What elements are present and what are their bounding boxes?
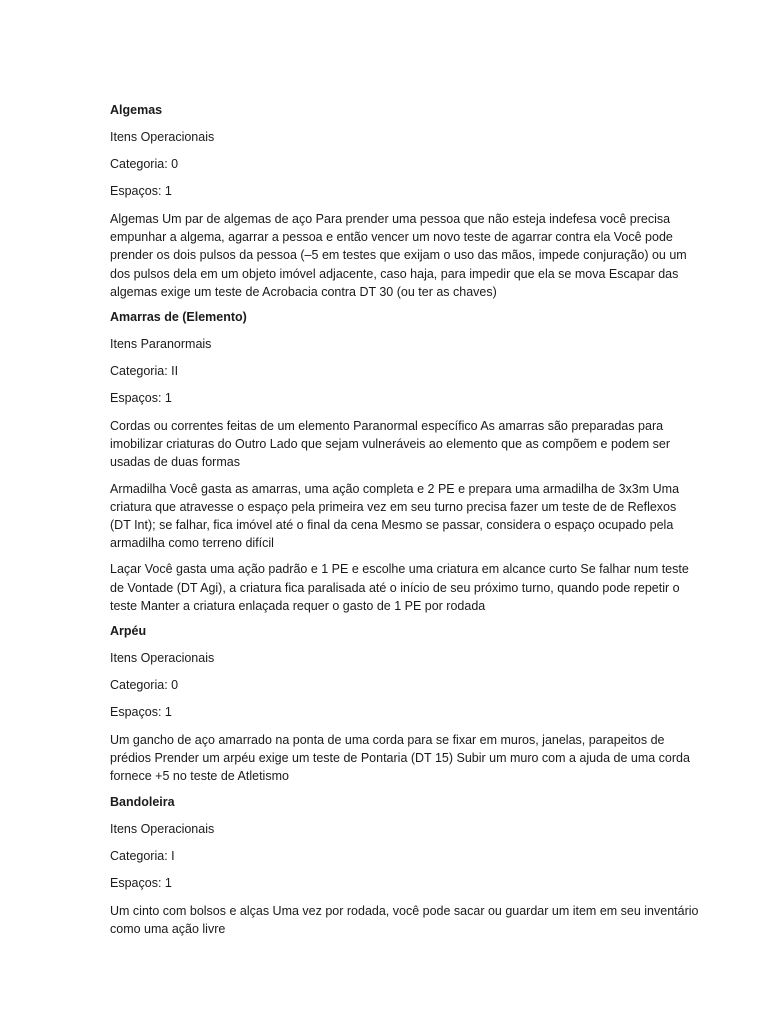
item-type: Itens Operacionais (110, 130, 215, 144)
item-slots: Espaços: 1 (110, 391, 172, 406)
item-description: Um gancho de aço amarrado na ponta de uma corda para se fixar em muros, janelas, parapeitos de prédios Prender um arpéu exige um teste de Pontaria (DT 15) Subir um muro com a ajuda de uma corda fornece +5 no teste de Atletismo (110, 733, 690, 784)
item-title: Amarras de (Elemento) (110, 310, 247, 325)
item-type: Itens Paranormais (110, 337, 212, 352)
item-category: Categoria: 0 (110, 157, 179, 171)
document-page (110, 102, 700, 946)
item-slots: Espaços: 1 (110, 705, 172, 720)
item-category: Categoria: I (110, 848, 175, 863)
item-slots: Espaços: 1 (110, 875, 172, 890)
item-algemas (110, 102, 700, 301)
item-title: Algemas (110, 103, 163, 117)
item-title: Arpéu (110, 624, 147, 639)
item-type: Itens Operacionais (110, 651, 215, 666)
item-description: Um cinto com bolsos e alças Uma vez por rodada, você pode sacar ou guardar um item em seu inventário como uma ação livre (110, 903, 699, 936)
item-arpeu (110, 623, 700, 786)
item-description-lacar: Laçar Você gasta uma ação padrão e 1 PE e escolhe uma criatura em alcance curto Se falhar num teste de Vontade (DT Agi), a criatura fica paralisada até o início de seu próximo turno, quando pode repetir o teste Manter a criatura enlaçada requer o gasto de 1 PE por rodada (110, 562, 689, 613)
item-description: Algemas Um par de algemas de aço Para prender uma pessoa que não esteja indefesa você precisa empunhar a algema, agarrar a pessoa e então vencer um novo teste de agarrar contra ela Você pode prender os dois pulsos da pessoa (–5 em testes que exijam o uso das mãos, impede conjuração) ou um dos pulsos dela em um objeto imóvel adjacente, caso haja, para impedir que ela se mova Escapar das algemas exige um teste de Acrobacia contra DT 30 (ou ter as chaves) (110, 212, 687, 299)
item-slots: Espaços: 1 (110, 184, 172, 198)
item-amarras (110, 309, 700, 615)
item-description-armadilha: Armadilha Você gasta as amarras, uma ação completa e 2 PE e prepara uma armadilha de 3x3m Uma criatura que atravesse o espaço pela primeira vez em seu turno precisa fazer um teste de de Reflexos (DT Int); se falhar, fica imóvel até o final da cena Mesmo se passar, considera o espaço ocupado pela armadilha como terreno difícil (110, 481, 680, 551)
item-type: Itens Operacionais (110, 821, 215, 836)
item-title: Bandoleira (110, 794, 175, 809)
item-category: Categoria: II (110, 364, 179, 379)
item-description: Cordas ou correntes feitas de um elemento Paranormal específico As amarras são preparadas para imobilizar criaturas do Outro Lado que sejam vulneráveis ao elemento que as compõem e podem ser usadas de duas formas (110, 419, 671, 470)
item-category: Categoria: 0 (110, 678, 179, 693)
item-bandoleira (110, 794, 700, 938)
